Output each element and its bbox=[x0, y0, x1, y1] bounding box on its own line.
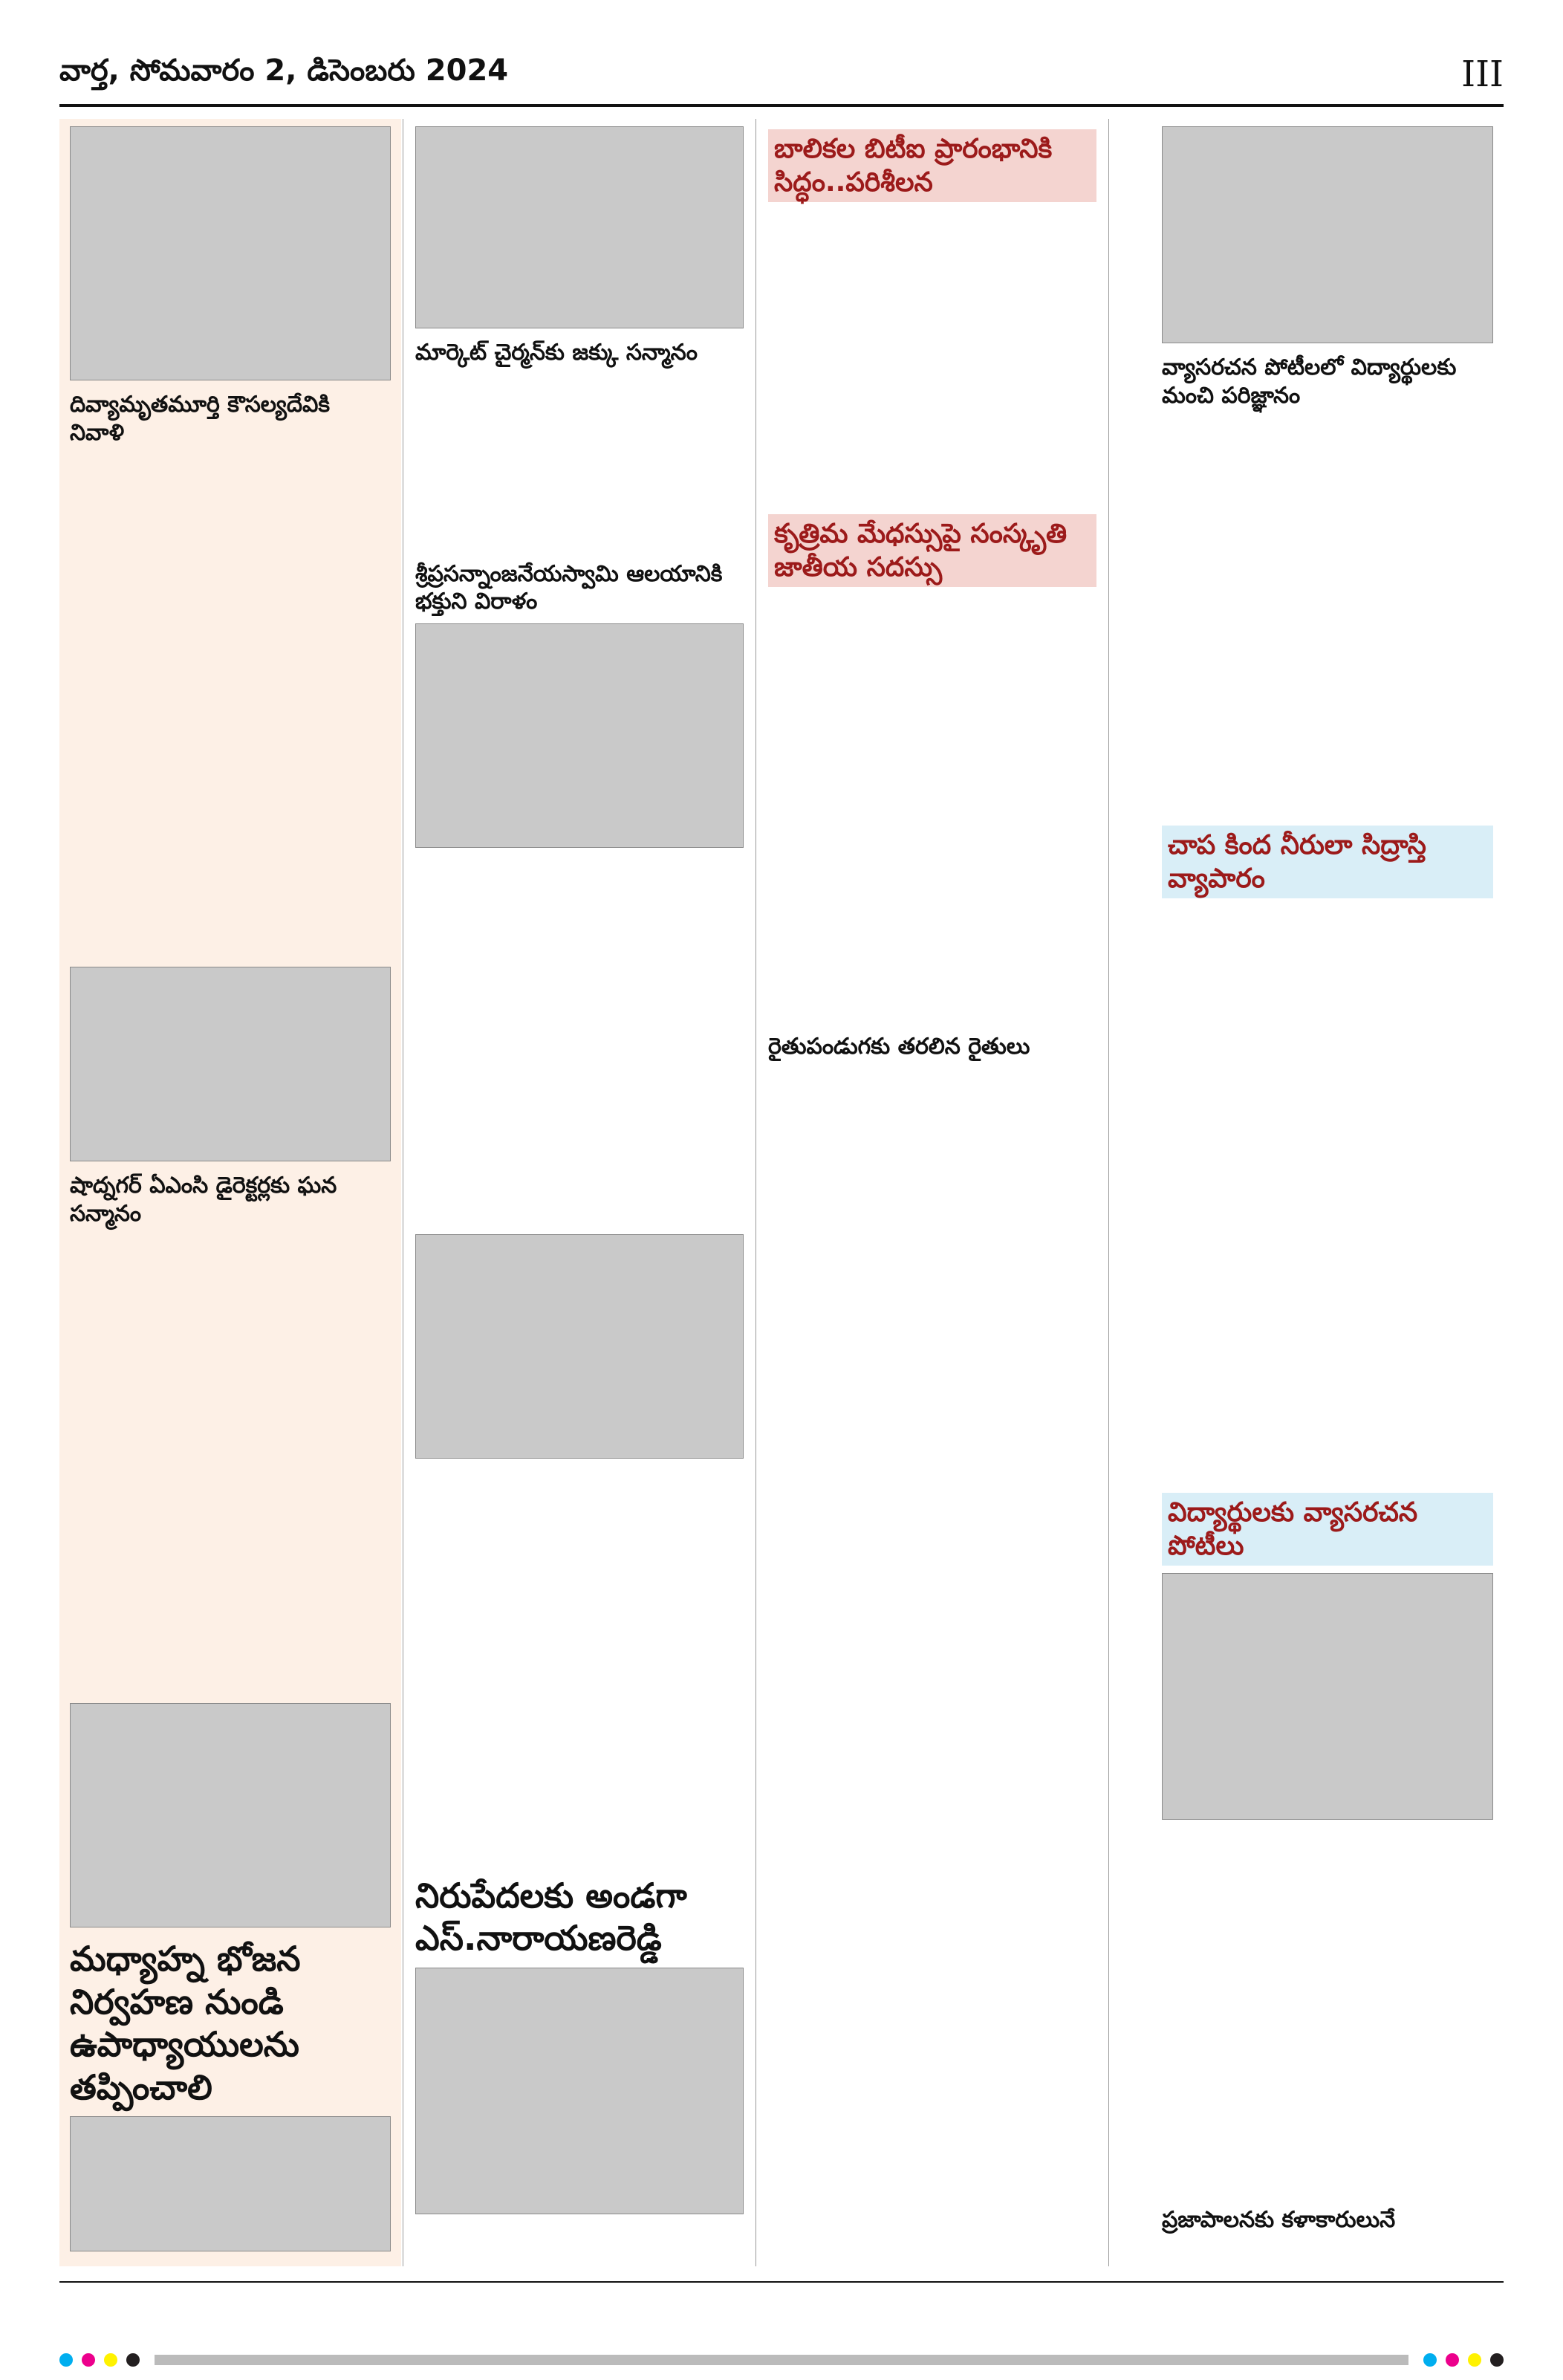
photo-7 bbox=[415, 1234, 744, 1459]
photo-8 bbox=[415, 1968, 744, 2214]
column-separator bbox=[755, 119, 756, 2266]
column-1 bbox=[59, 119, 401, 2266]
footer-rule bbox=[59, 2281, 1504, 2283]
headline-c2-2: శ్రీప్రసన్నాంజనేయస్వామి ఆలయానికి భక్తుని విరాళం bbox=[415, 560, 723, 615]
headline-c1-2: షాద్నగర్ ఏఎంసి డైరెక్టర్లకు ఘన సన్మానం bbox=[70, 1173, 337, 1227]
page-header bbox=[59, 52, 1504, 97]
headline-c3-1: బాలికల బిటీఐ ప్రారంభానికి సిద్ధం..పరిశీలన bbox=[768, 129, 1096, 202]
column-separator bbox=[1108, 119, 1109, 2266]
headline-c5-4: ప్రజాపాలనకు కళాకారులునే bbox=[1162, 2207, 1396, 2233]
photo-6 bbox=[415, 623, 744, 848]
registration-strip bbox=[155, 2355, 1408, 2365]
photo-1 bbox=[70, 126, 391, 380]
headline-c1-1: దివ్యామృతమూర్తి కౌసల్యదేవికి నివాళి bbox=[70, 392, 330, 446]
cyan-dot bbox=[1423, 2353, 1437, 2367]
headline-c3-3: రైతుపండుగకు తరలిన రైతులు bbox=[768, 1034, 1030, 1060]
headline-c2-1: మార్కెట్ చైర్మన్‌కు జక్కు సన్మానం bbox=[415, 340, 698, 366]
headline-c5-2: చాప కింద నీరులా సిద్రాస్తి వ్యాపారం bbox=[1162, 826, 1493, 898]
masthead: వార్త, సోమవారం 2, డిసెంబరు 2024 bbox=[59, 53, 509, 88]
photo-9 bbox=[1162, 126, 1493, 343]
yellow-dot bbox=[104, 2353, 117, 2367]
headline-c5-3: విద్యార్థులకు వ్యాసరచన పోటీలు bbox=[1162, 1493, 1493, 1566]
photo-2 bbox=[70, 967, 391, 1161]
headline-c5-1: వ్యాసరచన పోటీలలో విద్యార్థులకు మంచి పరిజ్ఞానం bbox=[1162, 354, 1457, 409]
header-rule bbox=[59, 104, 1504, 107]
column-2 bbox=[405, 119, 754, 2266]
magenta-dot bbox=[1446, 2353, 1459, 2367]
black-dot bbox=[126, 2353, 140, 2367]
photo-4 bbox=[70, 2116, 391, 2251]
column-5 bbox=[1151, 119, 1504, 2266]
headline-c3-2: కృత్రిమ మేధస్సుపై సంస్కృతి జాతీయ సదస్సు bbox=[768, 514, 1096, 587]
headline-c2-3: నిరుపేదలకు అండగా ఎస్.నారాయణరెడ్డి bbox=[415, 1875, 687, 1958]
photo-3 bbox=[70, 1703, 391, 1927]
color-registration-bar bbox=[59, 2352, 1504, 2368]
cyan-dot bbox=[59, 2353, 73, 2367]
photo-10 bbox=[1162, 1573, 1493, 1820]
photo-5 bbox=[415, 126, 744, 328]
column-4-gutter bbox=[1111, 119, 1149, 2266]
black-dot bbox=[1490, 2353, 1504, 2367]
page-number: III bbox=[1461, 53, 1504, 95]
column-3 bbox=[758, 119, 1107, 2266]
magenta-dot bbox=[82, 2353, 95, 2367]
headline-c1-3: మధ్యాహ్న భోజన నిర్వహణ నుండి ఉపాధ్యాయులను తప్పించాలి bbox=[70, 1939, 301, 2107]
yellow-dot bbox=[1468, 2353, 1481, 2367]
